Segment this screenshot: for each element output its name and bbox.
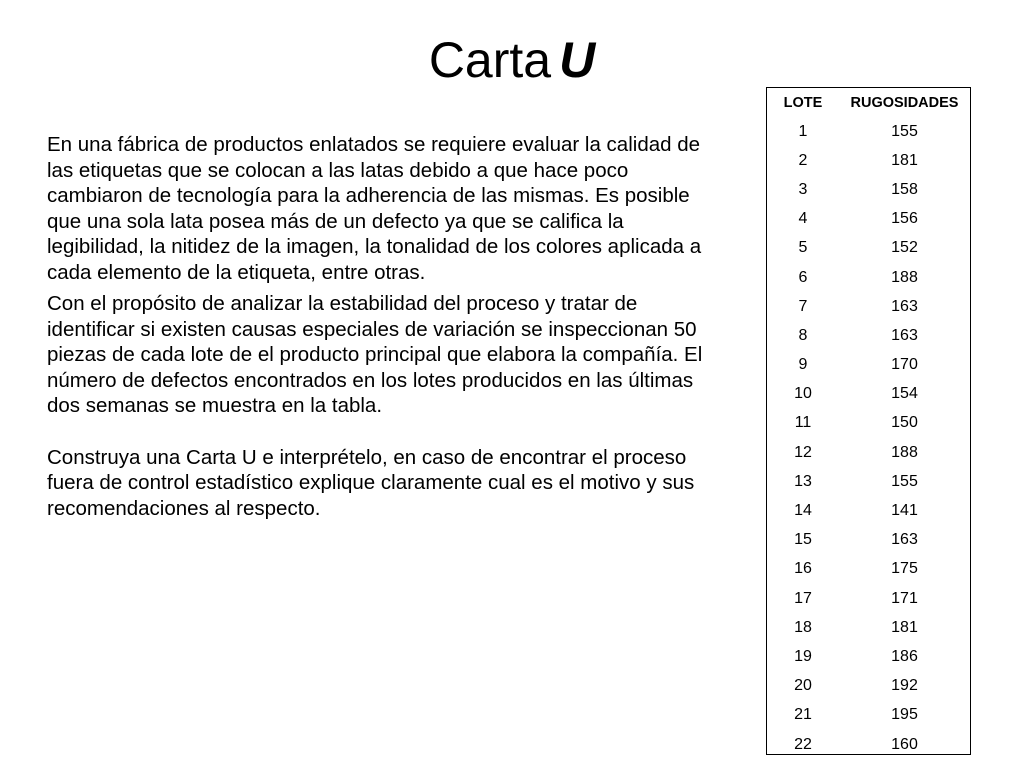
table-row bbox=[767, 351, 970, 380]
table-row bbox=[767, 672, 970, 701]
table-row bbox=[767, 205, 970, 234]
cell-lote: 13 bbox=[794, 472, 812, 490]
header-lote: LOTE bbox=[783, 95, 823, 111]
cell-lote: 19 bbox=[794, 647, 812, 665]
table-row bbox=[767, 701, 970, 730]
slide-title bbox=[0, 28, 1024, 92]
table-row bbox=[767, 584, 970, 613]
cell-lote: 18 bbox=[794, 618, 812, 636]
cell-lote: 5 bbox=[798, 239, 808, 257]
cell-lote: 9 bbox=[798, 356, 808, 374]
cell-lote: 2 bbox=[798, 151, 808, 169]
cell-lote: 21 bbox=[794, 706, 812, 724]
cell-rugosidades: 156 bbox=[891, 210, 918, 228]
cell-rugosidades: 150 bbox=[891, 414, 918, 432]
cell-lote: 3 bbox=[798, 180, 808, 198]
cell-lote: 22 bbox=[794, 735, 812, 753]
table-row bbox=[767, 321, 970, 350]
cell-rugosidades: 175 bbox=[891, 560, 918, 578]
table-body bbox=[767, 117, 970, 759]
table-row bbox=[767, 555, 970, 584]
table-row bbox=[767, 380, 970, 409]
cell-lote: 8 bbox=[798, 326, 808, 344]
table-row bbox=[767, 526, 970, 555]
table-row bbox=[767, 292, 970, 321]
header-rugosidades: RUGOSIDADES bbox=[850, 95, 959, 111]
cell-lote: 4 bbox=[798, 210, 808, 228]
cell-lote: 1 bbox=[798, 122, 808, 140]
cell-lote: 11 bbox=[794, 414, 812, 432]
slide-title-letter: U bbox=[559, 32, 596, 88]
cell-lote: 15 bbox=[794, 531, 812, 549]
cell-rugosidades: 158 bbox=[891, 180, 918, 198]
table-row bbox=[767, 613, 970, 642]
cell-rugosidades: 160 bbox=[891, 735, 918, 753]
table-row bbox=[767, 117, 970, 146]
slide-title-text: Carta bbox=[428, 32, 552, 88]
lote-rugosidades-table bbox=[767, 89, 970, 759]
cell-rugosidades: 154 bbox=[891, 385, 918, 403]
cell-rugosidades: 163 bbox=[891, 297, 918, 315]
paragraph-method: Con el propósito de analizar la estabilidad del proceso y tratar de identificar si existen causas especiales de variación se inspeccionan 50 piezas de cada lote de el producto principal que elabora la compañía. El número de defectos encontrados en los lotes producidos en las últimas dos semanas se muestra en la tabla. bbox=[47, 292, 703, 417]
cell-lote: 6 bbox=[798, 268, 808, 286]
cell-lote: 10 bbox=[794, 385, 812, 403]
cell-rugosidades: 186 bbox=[891, 647, 918, 665]
table-row bbox=[767, 438, 970, 467]
cell-rugosidades: 192 bbox=[891, 677, 918, 695]
problem-statement bbox=[47, 132, 712, 527]
cell-lote: 12 bbox=[794, 443, 812, 461]
table-row bbox=[767, 730, 970, 759]
cell-rugosidades: 195 bbox=[891, 706, 918, 724]
cell-lote: 20 bbox=[794, 677, 812, 695]
paragraph-task: Construya una Carta U e interprételo, en caso de encontrar el proceso fuera de control estadístico explique claramente cual es el motivo y sus recomendaciones al respecto. bbox=[47, 445, 695, 520]
cell-lote: 16 bbox=[794, 560, 812, 578]
table-row bbox=[767, 496, 970, 525]
table-row bbox=[767, 467, 970, 496]
table-row bbox=[767, 642, 970, 671]
cell-rugosidades: 141 bbox=[891, 502, 918, 520]
table-row bbox=[767, 234, 970, 263]
cell-rugosidades: 163 bbox=[891, 531, 918, 549]
data-table bbox=[766, 87, 971, 755]
table-row bbox=[767, 146, 970, 175]
cell-lote: 17 bbox=[794, 589, 812, 607]
cell-rugosidades: 171 bbox=[891, 589, 918, 607]
cell-lote: 14 bbox=[794, 502, 812, 520]
cell-rugosidades: 181 bbox=[891, 151, 918, 169]
cell-lote: 7 bbox=[798, 297, 808, 315]
cell-rugosidades: 152 bbox=[891, 239, 918, 257]
cell-rugosidades: 155 bbox=[891, 472, 918, 490]
cell-rugosidades: 163 bbox=[891, 326, 918, 344]
table-header-row bbox=[767, 89, 970, 117]
cell-rugosidades: 155 bbox=[891, 122, 918, 140]
table-row bbox=[767, 263, 970, 292]
cell-rugosidades: 181 bbox=[891, 618, 918, 636]
paragraph-intro: En una fábrica de productos enlatados se requiere evaluar la calidad de las etiquetas que se colocan a las latas debido a que hace poco cambiaron de tecnología para la adherencia de las mismas. Es posible que una sola lata posea más de un defecto ya que se califica la legibilidad, la nitidez de la imagen, la tonalidad de los colores aplicada a cada elemento de la etiqueta, entre otras. bbox=[47, 133, 702, 284]
cell-rugosidades: 188 bbox=[891, 268, 918, 286]
cell-rugosidades: 188 bbox=[891, 443, 918, 461]
table-row bbox=[767, 175, 970, 204]
table-row bbox=[767, 409, 970, 438]
cell-rugosidades: 170 bbox=[891, 356, 918, 374]
